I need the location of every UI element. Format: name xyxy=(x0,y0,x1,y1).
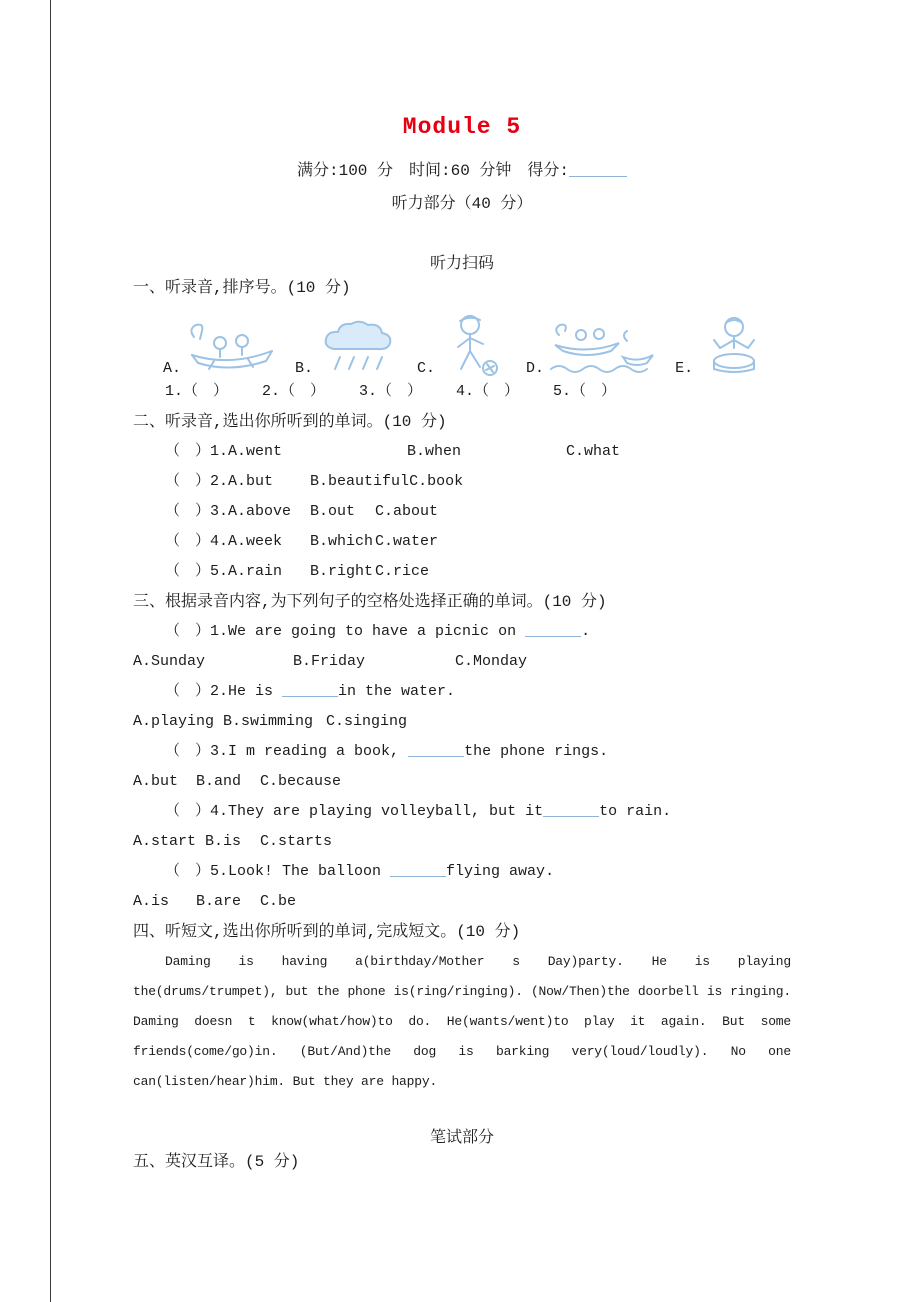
choice-a[interactable]: A.but xyxy=(228,473,274,490)
choice-a[interactable]: A.start xyxy=(133,833,197,850)
image-option-c xyxy=(417,311,510,377)
choice-a[interactable]: A.above xyxy=(228,503,292,520)
answer-paren[interactable]: （ ） xyxy=(165,533,211,550)
part4-heading: 四、听短文,选出你所听到的单词,完成短文。(10 分) xyxy=(133,923,521,941)
answer-slot-1[interactable]: 1.（ ） xyxy=(165,383,229,400)
question-text: 3.I m reading a book, xyxy=(210,743,409,760)
question-text-tail: . xyxy=(581,623,591,640)
part3-question-4 xyxy=(133,797,791,827)
part4-passage xyxy=(133,947,791,1097)
part2-row-1 xyxy=(133,437,791,467)
score-blank[interactable] xyxy=(569,163,627,177)
choice-b[interactable]: B.out xyxy=(310,503,356,520)
image-option-e xyxy=(675,315,774,377)
listening-section-header: 听力部分（40 分） xyxy=(391,195,533,213)
answer-paren[interactable]: （ ） xyxy=(165,623,211,640)
image-label-a: A. xyxy=(163,360,182,377)
question-text-tail: in the water. xyxy=(338,683,456,700)
part3-choices-1 xyxy=(133,647,791,677)
score-line xyxy=(133,157,791,180)
question-text: 4.They are playing volleyball, but it xyxy=(210,803,544,820)
choice-b[interactable]: B.is xyxy=(205,833,242,850)
answer-slot-4[interactable]: 4.（ ） xyxy=(456,383,520,400)
choice-a[interactable]: A.Sunday xyxy=(133,653,206,670)
written-section-header: 笔试部分 xyxy=(429,1129,494,1147)
image-label-e: E. xyxy=(675,360,694,377)
question-text: 1.We are going to have a picnic on xyxy=(210,623,526,640)
question-number: 3. xyxy=(210,503,229,520)
part3-choices-5 xyxy=(133,887,791,917)
choice-b[interactable]: B.when xyxy=(407,443,462,460)
choice-a[interactable]: A.playing xyxy=(133,713,215,730)
image-option-d xyxy=(526,319,659,377)
question-text-tail: flying away. xyxy=(446,863,555,880)
question-number: 2. xyxy=(210,473,229,490)
page-title: Module 5 xyxy=(402,114,522,140)
listening-qr-label: 听力扫码 xyxy=(429,255,494,273)
question-number: 4. xyxy=(210,533,229,550)
passage-line: can(listen/hear)him. But they are happy. xyxy=(133,1074,438,1089)
dragon-boat-with-kids-icon xyxy=(184,317,279,377)
choice-a[interactable]: A.rain xyxy=(228,563,283,580)
choice-a[interactable]: A.but xyxy=(133,773,179,790)
part3-heading: 三、根据录音内容,为下列句子的空格处选择正确的单词。(10 分) xyxy=(133,593,607,611)
answer-blank[interactable] xyxy=(543,803,599,817)
choice-b[interactable]: B.swimming xyxy=(223,713,314,730)
answer-blank[interactable] xyxy=(408,743,464,757)
choice-b[interactable]: B.and xyxy=(196,773,242,790)
image-option-a xyxy=(163,317,279,377)
score-line-text: 满分:100 分 时间:60 分钟 得分: xyxy=(296,162,570,180)
choice-a[interactable]: A.week xyxy=(228,533,283,550)
part2-row-4 xyxy=(133,527,791,557)
choice-b[interactable]: B.are xyxy=(196,893,242,910)
answer-slot-2[interactable]: 2.（ ） xyxy=(262,383,326,400)
passage-line: friends(come/go)in. (But/And)the dog is barking very(loud/loudly). No one xyxy=(133,1044,791,1059)
choice-c[interactable]: C.what xyxy=(566,443,621,460)
part1-heading: 一、听录音,排序号。(10 分) xyxy=(133,279,351,297)
choice-c[interactable]: C.be xyxy=(260,893,297,910)
answer-slot-3[interactable]: 3.（ ） xyxy=(359,383,423,400)
choice-b[interactable]: B.right xyxy=(310,563,374,580)
image-label-c: C. xyxy=(417,360,436,377)
page-margin-line xyxy=(50,0,51,1302)
passage-line: Daming doesn t know(what/how)to do. He(wants/went)to play it again. But some xyxy=(133,1014,791,1029)
boy-with-football-icon xyxy=(438,311,510,377)
part3-question-3 xyxy=(133,737,791,767)
answer-blank[interactable] xyxy=(525,623,581,637)
image-label-d: D. xyxy=(526,360,545,377)
part3-question-1 xyxy=(133,617,791,647)
choice-c[interactable]: C.water xyxy=(375,533,439,550)
boy-playing-drum-icon xyxy=(696,315,774,377)
choice-c[interactable]: C.because xyxy=(260,773,342,790)
part3-question-2 xyxy=(133,677,791,707)
answer-paren[interactable]: （ ） xyxy=(165,473,211,490)
rain-cloud-icon xyxy=(316,317,401,377)
answer-paren[interactable]: （ ） xyxy=(165,563,211,580)
choice-a[interactable]: A.is xyxy=(133,893,170,910)
choice-c[interactable]: C.Monday xyxy=(455,653,528,670)
choice-c[interactable]: C.starts xyxy=(260,833,333,850)
question-text: 2.He is xyxy=(210,683,283,700)
answer-blank[interactable] xyxy=(390,863,446,877)
exam-content xyxy=(133,0,791,1177)
part3-choices-2 xyxy=(133,707,791,737)
choice-b[interactable]: B.Friday xyxy=(293,653,366,670)
choice-b[interactable]: B.beautiful xyxy=(310,473,410,490)
passage-line: the(drums/trumpet), but the phone is(ring/ringing). (Now/Then)the doorbell is ringing. xyxy=(133,984,791,999)
answer-paren[interactable]: （ ） xyxy=(165,803,211,820)
answer-blank[interactable] xyxy=(282,683,338,697)
question-text-tail: the phone rings. xyxy=(464,743,609,760)
part1-image-row xyxy=(133,307,791,377)
answer-paren[interactable]: （ ） xyxy=(165,743,211,760)
part3-choices-4 xyxy=(133,827,791,857)
answer-paren[interactable]: （ ） xyxy=(165,863,211,880)
part1-answer-row xyxy=(133,377,791,407)
image-option-b xyxy=(295,317,401,377)
choice-c[interactable]: C.singing xyxy=(326,713,408,730)
part5-heading: 五、英汉互译。(5 分) xyxy=(133,1153,300,1171)
question-text: 5.Look! The balloon xyxy=(210,863,391,880)
choice-c[interactable]: C.rice xyxy=(375,563,430,580)
part3-choices-3 xyxy=(133,767,791,797)
part3-question-5 xyxy=(133,857,791,887)
passage-line: Daming is having a(birthday/Mother s Day)party. He is playing xyxy=(165,954,791,969)
part2-row-5 xyxy=(133,557,791,587)
choice-a[interactable]: A.went xyxy=(228,443,283,460)
question-text-tail: to rain. xyxy=(599,803,672,820)
answer-paren[interactable]: （ ） xyxy=(165,683,211,700)
part2-row-3 xyxy=(133,497,791,527)
part2-heading: 二、听录音,选出你所听到的单词。(10 分) xyxy=(133,413,447,431)
dragon-boat-race-icon xyxy=(547,319,659,377)
answer-paren[interactable]: （ ） xyxy=(165,503,211,520)
choice-b[interactable]: B.which xyxy=(310,533,374,550)
question-number: 5. xyxy=(210,563,229,580)
part2-row-2 xyxy=(133,467,791,497)
answer-paren[interactable]: （ ） xyxy=(165,443,211,460)
answer-slot-5[interactable]: 5.（ ） xyxy=(553,383,617,400)
choice-c[interactable]: C.about xyxy=(375,503,439,520)
image-label-b: B. xyxy=(295,360,314,377)
question-number: 1. xyxy=(210,443,229,460)
choice-c[interactable]: C.book xyxy=(409,473,464,490)
